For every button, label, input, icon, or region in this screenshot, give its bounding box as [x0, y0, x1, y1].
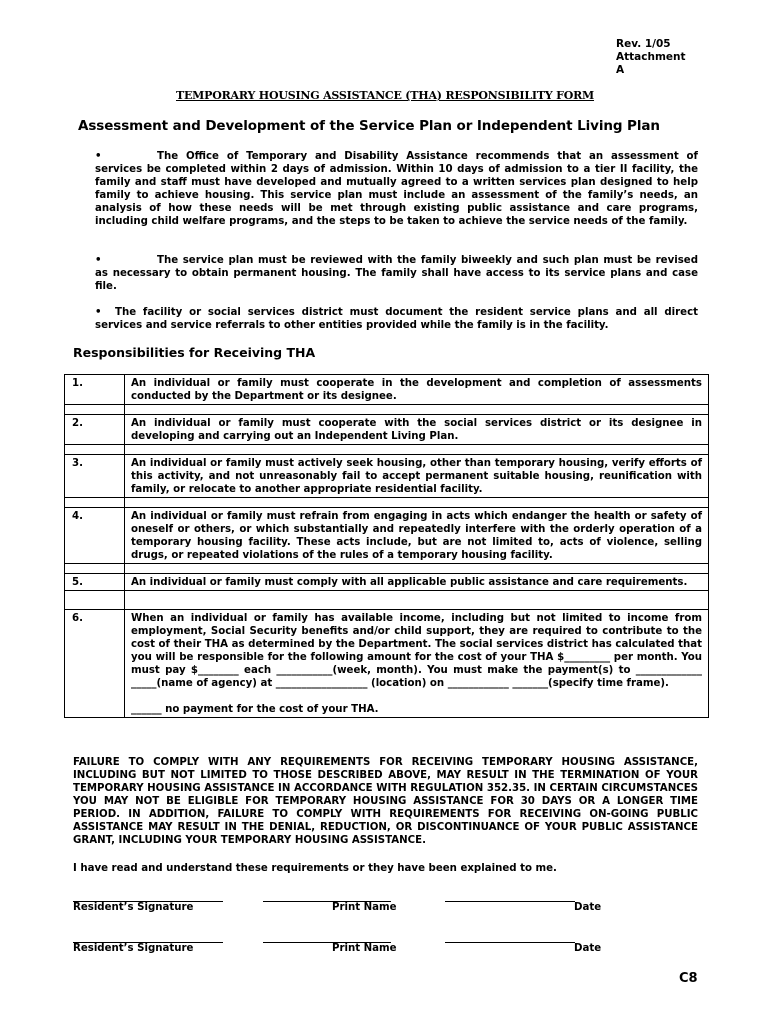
table-row	[65, 415, 709, 445]
item-number: 3.	[65, 455, 125, 498]
table-spacer-row	[65, 498, 709, 508]
table-spacer-row	[65, 564, 709, 574]
attachment-letter: A	[616, 64, 625, 76]
assessment-bullet	[95, 306, 698, 332]
bullet-text: The Office of Temporary and Disability Assistance recommends that an assessment of services be completed within 2 days of admission. Within 10 days of admission to a tier II facility, the family and staff must have developed and mutually agreed to a written services plan designed to help family to achieve housing. This service plan must include an assessment of the family’s needs, an analysis of how these needs will be met through existing public assistance and care programs, including child welfare programs, and the steps to be taken to achieve the service needs of the family.	[95, 151, 698, 227]
revision-block	[616, 38, 716, 77]
bullet-icon: •	[95, 151, 102, 162]
item-number: 6.	[65, 610, 125, 718]
no-payment-option: ______ no payment for the cost of your THA.	[131, 704, 379, 715]
resident-signature-label: Resident’s Signature	[73, 943, 194, 954]
date-label: Date	[574, 902, 602, 913]
table-row	[65, 574, 709, 591]
table-row	[65, 610, 709, 718]
bullet-icon: •	[95, 307, 102, 318]
item-text: An individual or family must comply with all applicable public assistance and care requirements.	[125, 574, 709, 591]
table-spacer-row	[65, 405, 709, 415]
item-number: 4.	[65, 508, 125, 564]
date-label: Date	[574, 943, 602, 954]
page-number: C8	[679, 971, 698, 986]
bullet-text: The facility or social services district must document the resident service plans and all direct services and service referrals to other entities provided while the family is in the facility.	[95, 307, 698, 331]
form-title: TEMPORARY HOUSING ASSISTANCE (THA) RESPONSIBILITY FORM	[175, 89, 595, 102]
table-spacer-row	[65, 591, 709, 610]
assessment-bullet	[95, 254, 698, 293]
item-number: 5.	[65, 574, 125, 591]
item-number: 2.	[65, 415, 125, 445]
assessment-heading: Assessment and Development of the Service Plan or Independent Living Plan	[78, 118, 660, 134]
print-name-label: Print Name	[332, 943, 397, 954]
revision-label: Rev. 1/05	[616, 38, 671, 50]
table-spacer-row	[65, 445, 709, 455]
item-text	[125, 610, 709, 718]
item-text: An individual or family must cooperate in the development and completion of assessments conducted by the Department or its designee.	[125, 375, 709, 405]
item-text: An individual or family must actively seek housing, other than temporary housing, verify efforts of this activity, and not unreasonably fail to accept permanent suitable housing, reunification with family, or relocate to another appropriate residential facility.	[125, 455, 709, 498]
failure-notice: FAILURE TO COMPLY WITH ANY REQUIREMENTS FOR RECEIVING TEMPORARY HOUSING ASSISTANCE, INCLUDING BUT NOT LIMITED TO THOSE DESCRIBED ABOVE, MAY RESULT IN THE TERMINATION OF YOUR TEMPORARY HOUSING ASSISTANCE IN ACCORDANCE WITH REGULATION 352.35. IN CERTAIN CIRCUMSTANCES YOU MAY NOT BE ELIGIBLE FOR TEMPORARY HOUSING ASSISTANCE FOR 30 DAYS OR A LONGER TIME PERIOD. IN ADDITION, FAILURE TO COMPLY WITH REQUIREMENTS FOR RECEIVING ON-GOING PUBLIC ASSISTANCE MAY RESULT IN THE DENIAL, REDUCTION, OR DISCONTINUANCE OF YOUR PUBLIC ASSISTANCE GRANT, INCLUDING YOUR TEMPORARY HOUSING ASSISTANCE.	[73, 757, 698, 846]
table-row	[65, 375, 709, 405]
item-text: An individual or family must refrain from engaging in acts which endanger the health or safety of oneself or others, or which substantially and repeatedly interfere with the orderly operation of a temporary housing facility. These acts include, but are not limited to, acts of violence, selling drugs, or repeated violations of the rules of a temporary housing facility.	[125, 508, 709, 564]
table-row	[65, 455, 709, 498]
acknowledgement-text: I have read and understand these requirements or they have been explained to me.	[73, 863, 557, 874]
date-line[interactable]	[445, 942, 575, 943]
table-row	[65, 508, 709, 564]
assessment-bullet	[95, 150, 698, 228]
responsibilities-table	[64, 374, 709, 718]
print-name-label: Print Name	[332, 902, 397, 913]
bullet-text: The service plan must be reviewed with the family biweekly and such plan must be revised as necessary to obtain permanent housing. The family shall have access to its service plans and case file.	[95, 255, 698, 292]
responsibilities-heading: Responsibilities for Receiving THA	[73, 345, 316, 360]
contribution-text: When an individual or family has available income, including but not limited to income from employment, Social Security benefits and/or child support, they are required to contribute to the cost of their THA as determined by the Department. The social services district has calculated that you will be responsible for the following amount for the cost of your THA $_________ per month. You must pay $________ each ___________(week, month). You must make the payment(s) to _____________ _____(name of agency) at __________________ (location) on ____________ _______(specify time frame).	[131, 613, 702, 689]
attachment-label: Attachment	[616, 51, 686, 63]
item-number: 1.	[65, 375, 125, 405]
date-line[interactable]	[445, 901, 575, 902]
bullet-icon: •	[95, 255, 102, 266]
resident-signature-label: Resident’s Signature	[73, 902, 194, 913]
item-text: An individual or family must cooperate with the social services district or its designee in developing and carrying out an Independent Living Plan.	[125, 415, 709, 445]
